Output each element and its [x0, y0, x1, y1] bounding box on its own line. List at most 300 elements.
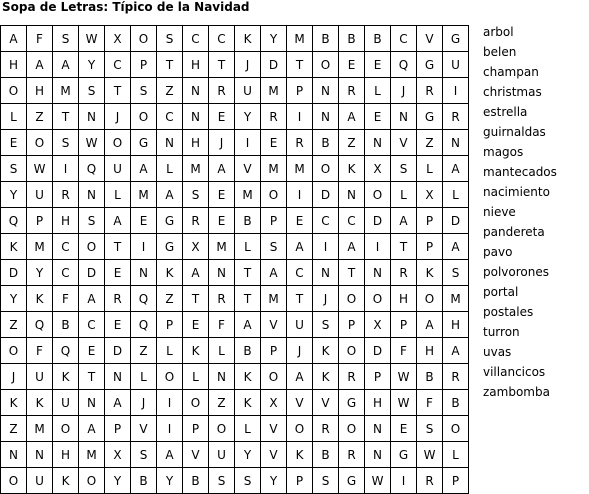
- grid-cell: F: [27, 338, 53, 364]
- grid-cell: M: [183, 156, 209, 182]
- grid-cell: U: [27, 468, 53, 494]
- grid-cell: J: [1, 364, 27, 390]
- grid-cell: H: [1, 52, 27, 78]
- grid-cell: A: [443, 338, 469, 364]
- grid-cell: P: [105, 416, 131, 442]
- grid-row: [1, 208, 469, 234]
- grid-row: [1, 52, 469, 78]
- grid-cell: A: [417, 312, 443, 338]
- grid-cell: E: [105, 312, 131, 338]
- grid-cell: R: [105, 286, 131, 312]
- grid-cell: U: [53, 390, 79, 416]
- grid-cell: S: [53, 130, 79, 156]
- grid-cell: R: [417, 468, 443, 494]
- grid-cell: M: [287, 156, 313, 182]
- grid-cell: H: [53, 442, 79, 468]
- grid-cell: R: [287, 130, 313, 156]
- grid-cell: W: [27, 156, 53, 182]
- grid-cell: M: [287, 26, 313, 52]
- grid-cell: O: [53, 416, 79, 442]
- grid-cell: V: [287, 390, 313, 416]
- grid-cell: K: [183, 338, 209, 364]
- grid-cell: O: [313, 52, 339, 78]
- grid-cell: V: [261, 312, 287, 338]
- grid-cell: A: [79, 286, 105, 312]
- grid-cell: O: [339, 416, 365, 442]
- grid-cell: X: [417, 182, 443, 208]
- grid-cell: A: [79, 416, 105, 442]
- grid-cell: V: [261, 416, 287, 442]
- grid-cell: O: [209, 416, 235, 442]
- word-item: portal: [483, 285, 519, 299]
- grid-cell: Y: [261, 468, 287, 494]
- grid-cell: K: [53, 364, 79, 390]
- grid-cell: Z: [1, 312, 27, 338]
- grid-cell: H: [183, 130, 209, 156]
- grid-cell: M: [235, 182, 261, 208]
- grid-cell: V: [235, 156, 261, 182]
- grid-cell: A: [131, 156, 157, 182]
- grid-cell: V: [313, 390, 339, 416]
- grid-cell: V: [183, 442, 209, 468]
- grid-cell: O: [79, 234, 105, 260]
- grid-cell: K: [27, 286, 53, 312]
- grid-cell: F: [391, 338, 417, 364]
- grid-cell: B: [365, 26, 391, 52]
- grid-cell: A: [209, 156, 235, 182]
- grid-cell: K: [313, 338, 339, 364]
- grid-row: [1, 234, 469, 260]
- grid-cell: N: [79, 104, 105, 130]
- grid-cell: G: [391, 442, 417, 468]
- word-item: turron: [483, 325, 520, 339]
- grid-cell: D: [365, 208, 391, 234]
- grid-cell: L: [235, 416, 261, 442]
- grid-cell: T: [79, 364, 105, 390]
- grid-cell: U: [209, 442, 235, 468]
- grid-cell: H: [53, 208, 79, 234]
- grid-cell: M: [27, 234, 53, 260]
- grid-cell: B: [131, 468, 157, 494]
- word-item: mantecados: [483, 165, 557, 179]
- grid-cell: O: [261, 182, 287, 208]
- grid-cell: M: [261, 78, 287, 104]
- grid-cell: R: [339, 442, 365, 468]
- grid-cell: S: [313, 468, 339, 494]
- grid-cell: N: [183, 104, 209, 130]
- grid-cell: O: [131, 26, 157, 52]
- grid-cell: A: [443, 234, 469, 260]
- word-item: villancicos: [483, 365, 546, 379]
- word-item: pavo: [483, 245, 513, 259]
- grid-cell: I: [287, 104, 313, 130]
- grid-cell: I: [313, 234, 339, 260]
- grid-cell: N: [313, 78, 339, 104]
- grid-cell: S: [313, 312, 339, 338]
- grid-cell: P: [131, 52, 157, 78]
- grid-cell: G: [157, 208, 183, 234]
- grid-cell: M: [209, 234, 235, 260]
- grid-cell: N: [105, 364, 131, 390]
- grid-row: [1, 338, 469, 364]
- grid-cell: W: [417, 442, 443, 468]
- grid-cell: K: [313, 364, 339, 390]
- grid-cell: B: [443, 390, 469, 416]
- grid-cell: B: [417, 364, 443, 390]
- word-item: guirnaldas: [483, 125, 546, 139]
- grid-cell: R: [313, 416, 339, 442]
- grid-cell: U: [287, 312, 313, 338]
- grid-cell: Z: [417, 130, 443, 156]
- grid-cell: I: [287, 182, 313, 208]
- grid-cell: T: [339, 260, 365, 286]
- grid-cell: K: [1, 390, 27, 416]
- grid-cell: X: [365, 312, 391, 338]
- grid-cell: B: [235, 338, 261, 364]
- grid-cell: U: [443, 52, 469, 78]
- grid-cell: C: [313, 208, 339, 234]
- grid-cell: N: [365, 416, 391, 442]
- grid-cell: A: [1, 26, 27, 52]
- grid-cell: K: [235, 364, 261, 390]
- grid-cell: V: [261, 442, 287, 468]
- grid-row: [1, 416, 469, 442]
- grid-cell: S: [391, 156, 417, 182]
- grid-cell: K: [157, 260, 183, 286]
- grid-cell: A: [443, 156, 469, 182]
- grid-cell: M: [79, 442, 105, 468]
- grid-cell: R: [183, 208, 209, 234]
- grid-cell: E: [79, 338, 105, 364]
- grid-cell: N: [365, 260, 391, 286]
- grid-cell: I: [131, 234, 157, 260]
- grid-cell: U: [27, 182, 53, 208]
- grid-cell: T: [183, 286, 209, 312]
- grid-cell: C: [53, 260, 79, 286]
- grid-cell: J: [209, 130, 235, 156]
- puzzle-title: Sopa de Letras: Típico de la Navidad: [2, 0, 250, 14]
- grid-cell: A: [339, 234, 365, 260]
- grid-cell: X: [365, 156, 391, 182]
- grid-cell: S: [131, 442, 157, 468]
- grid-cell: S: [235, 468, 261, 494]
- grid-cell: M: [131, 182, 157, 208]
- grid-cell: R: [339, 364, 365, 390]
- grid-cell: S: [1, 156, 27, 182]
- word-item: champan: [483, 65, 539, 79]
- grid-cell: H: [417, 338, 443, 364]
- grid-cell: Q: [1, 208, 27, 234]
- grid-cell: C: [79, 312, 105, 338]
- grid-cell: Q: [131, 312, 157, 338]
- grid-cell: O: [1, 468, 27, 494]
- grid-cell: F: [417, 390, 443, 416]
- grid-cell: U: [27, 364, 53, 390]
- grid-row: [1, 390, 469, 416]
- grid-cell: S: [157, 26, 183, 52]
- grid-cell: O: [105, 130, 131, 156]
- grid-cell: L: [209, 338, 235, 364]
- grid-cell: T: [235, 260, 261, 286]
- grid-cell: U: [235, 78, 261, 104]
- grid-cell: P: [339, 312, 365, 338]
- grid-cell: Z: [1, 416, 27, 442]
- grid-cell: B: [313, 442, 339, 468]
- grid-cell: N: [339, 182, 365, 208]
- grid-cell: H: [443, 312, 469, 338]
- grid-cell: N: [391, 104, 417, 130]
- grid-cell: L: [183, 364, 209, 390]
- grid-cell: E: [339, 52, 365, 78]
- grid-cell: P: [391, 312, 417, 338]
- grid-cell: Y: [27, 260, 53, 286]
- grid-cell: N: [157, 130, 183, 156]
- grid-cell: J: [131, 390, 157, 416]
- grid-cell: I: [157, 390, 183, 416]
- grid-cell: A: [287, 234, 313, 260]
- grid-cell: P: [417, 208, 443, 234]
- word-item: nieve: [483, 205, 516, 219]
- grid-cell: T: [105, 78, 131, 104]
- grid-cell: A: [53, 52, 79, 78]
- grid-row: [1, 364, 469, 390]
- grid-cell: Y: [157, 468, 183, 494]
- grid-cell: S: [443, 260, 469, 286]
- word-item: belen: [483, 45, 517, 59]
- grid-row: [1, 78, 469, 104]
- grid-cell: R: [339, 78, 365, 104]
- grid-cell: A: [157, 442, 183, 468]
- grid-cell: C: [53, 234, 79, 260]
- grid-cell: T: [287, 286, 313, 312]
- grid-cell: N: [79, 182, 105, 208]
- grid-cell: S: [53, 26, 79, 52]
- grid-cell: A: [287, 364, 313, 390]
- grid-cell: M: [261, 156, 287, 182]
- grid-cell: P: [443, 468, 469, 494]
- grid-cell: L: [443, 182, 469, 208]
- grid-row: [1, 312, 469, 338]
- grid-cell: L: [391, 182, 417, 208]
- grid-cell: N: [1, 442, 27, 468]
- grid-cell: Z: [209, 390, 235, 416]
- grid-cell: O: [365, 286, 391, 312]
- grid-cell: P: [287, 468, 313, 494]
- grid-cell: E: [365, 104, 391, 130]
- grid-cell: J: [287, 338, 313, 364]
- grid-cell: E: [183, 312, 209, 338]
- grid-cell: R: [261, 104, 287, 130]
- grid-cell: A: [105, 390, 131, 416]
- grid-cell: N: [209, 260, 235, 286]
- grid-cell: O: [183, 390, 209, 416]
- grid-cell: U: [105, 156, 131, 182]
- grid-cell: E: [365, 52, 391, 78]
- grid-cell: N: [183, 78, 209, 104]
- grid-cell: O: [443, 416, 469, 442]
- grid-cell: T: [209, 52, 235, 78]
- grid-cell: J: [105, 104, 131, 130]
- grid-cell: W: [391, 364, 417, 390]
- grid-cell: P: [365, 364, 391, 390]
- grid-cell: O: [261, 364, 287, 390]
- grid-cell: E: [131, 208, 157, 234]
- word-item: polvorones: [483, 265, 549, 279]
- grid-cell: N: [27, 442, 53, 468]
- grid-cell: D: [261, 52, 287, 78]
- grid-cell: T: [391, 234, 417, 260]
- grid-cell: D: [365, 338, 391, 364]
- grid-cell: W: [365, 468, 391, 494]
- grid-cell: H: [391, 286, 417, 312]
- grid-cell: L: [105, 182, 131, 208]
- grid-cell: P: [417, 234, 443, 260]
- grid-row: [1, 260, 469, 286]
- grid-cell: K: [339, 156, 365, 182]
- grid-cell: G: [417, 52, 443, 78]
- grid-cell: O: [339, 286, 365, 312]
- grid-cell: I: [443, 78, 469, 104]
- grid-cell: M: [53, 78, 79, 104]
- word-item: arbol: [483, 25, 514, 39]
- word-item: zambomba: [483, 385, 550, 399]
- grid-cell: F: [53, 286, 79, 312]
- grid-cell: H: [365, 390, 391, 416]
- grid-cell: L: [443, 442, 469, 468]
- grid-row: [1, 104, 469, 130]
- grid-cell: O: [131, 104, 157, 130]
- grid-cell: M: [27, 416, 53, 442]
- grid-cell: R: [443, 104, 469, 130]
- grid-cell: W: [79, 26, 105, 52]
- grid-cell: R: [443, 364, 469, 390]
- grid-cell: Z: [27, 104, 53, 130]
- letter-grid: [0, 25, 469, 494]
- grid-cell: K: [53, 468, 79, 494]
- grid-cell: O: [1, 78, 27, 104]
- grid-cell: R: [209, 286, 235, 312]
- grid-cell: F: [27, 26, 53, 52]
- grid-cell: Z: [157, 286, 183, 312]
- word-item: uvas: [483, 345, 512, 359]
- grid-cell: I: [365, 234, 391, 260]
- grid-cell: O: [313, 156, 339, 182]
- grid-cell: X: [261, 390, 287, 416]
- grid-cell: A: [261, 260, 287, 286]
- grid-cell: G: [339, 390, 365, 416]
- grid-row: [1, 442, 469, 468]
- grid-cell: O: [79, 468, 105, 494]
- grid-cell: T: [287, 52, 313, 78]
- word-item: christmas: [483, 85, 542, 99]
- grid-cell: M: [261, 286, 287, 312]
- grid-cell: C: [339, 208, 365, 234]
- grid-cell: Y: [1, 286, 27, 312]
- grid-cell: E: [287, 208, 313, 234]
- grid-cell: B: [183, 468, 209, 494]
- grid-cell: Y: [105, 468, 131, 494]
- grid-cell: B: [313, 26, 339, 52]
- grid-cell: Y: [235, 104, 261, 130]
- grid-cell: P: [183, 416, 209, 442]
- grid-cell: L: [417, 156, 443, 182]
- grid-cell: R: [417, 78, 443, 104]
- grid-cell: J: [235, 52, 261, 78]
- grid-cell: K: [235, 26, 261, 52]
- grid-cell: N: [313, 104, 339, 130]
- grid-cell: F: [209, 312, 235, 338]
- grid-cell: J: [391, 78, 417, 104]
- grid-cell: C: [209, 26, 235, 52]
- word-list: [483, 22, 557, 402]
- grid-cell: L: [365, 78, 391, 104]
- grid-cell: O: [157, 364, 183, 390]
- word-item: pandereta: [483, 225, 545, 239]
- grid-cell: J: [313, 286, 339, 312]
- grid-cell: E: [261, 130, 287, 156]
- grid-cell: Y: [79, 52, 105, 78]
- word-item: postales: [483, 305, 534, 319]
- grid-cell: E: [391, 416, 417, 442]
- grid-cell: H: [27, 78, 53, 104]
- grid-cell: K: [235, 390, 261, 416]
- grid-cell: Y: [235, 442, 261, 468]
- grid-cell: B: [53, 312, 79, 338]
- grid-cell: S: [209, 468, 235, 494]
- grid-cell: D: [105, 338, 131, 364]
- grid-row: [1, 286, 469, 312]
- grid-cell: N: [131, 260, 157, 286]
- grid-cell: N: [365, 130, 391, 156]
- grid-cell: Z: [339, 130, 365, 156]
- grid-cell: V: [417, 26, 443, 52]
- grid-cell: L: [157, 156, 183, 182]
- grid-cell: O: [417, 286, 443, 312]
- grid-cell: A: [105, 208, 131, 234]
- grid-cell: L: [157, 338, 183, 364]
- grid-cell: D: [313, 182, 339, 208]
- grid-row: [1, 156, 469, 182]
- grid-cell: D: [79, 260, 105, 286]
- grid-row: [1, 26, 469, 52]
- grid-cell: A: [27, 52, 53, 78]
- grid-cell: Z: [131, 338, 157, 364]
- grid-cell: W: [79, 130, 105, 156]
- grid-cell: L: [235, 234, 261, 260]
- grid-cell: Q: [131, 286, 157, 312]
- grid-cell: E: [105, 260, 131, 286]
- grid-cell: X: [105, 26, 131, 52]
- word-item: nacimiento: [483, 185, 550, 199]
- grid-cell: P: [27, 208, 53, 234]
- grid-cell: B: [235, 208, 261, 234]
- grid-cell: L: [1, 104, 27, 130]
- grid-cell: K: [417, 260, 443, 286]
- grid-cell: O: [365, 182, 391, 208]
- grid-cell: N: [443, 130, 469, 156]
- grid-cell: C: [105, 52, 131, 78]
- word-item: estrella: [483, 105, 528, 119]
- grid-cell: Q: [391, 52, 417, 78]
- grid-cell: S: [183, 182, 209, 208]
- grid-cell: T: [157, 52, 183, 78]
- grid-cell: I: [157, 416, 183, 442]
- grid-cell: M: [443, 286, 469, 312]
- grid-cell: I: [53, 156, 79, 182]
- grid-cell: Q: [27, 312, 53, 338]
- grid-cell: V: [391, 130, 417, 156]
- grid-cell: D: [1, 260, 27, 286]
